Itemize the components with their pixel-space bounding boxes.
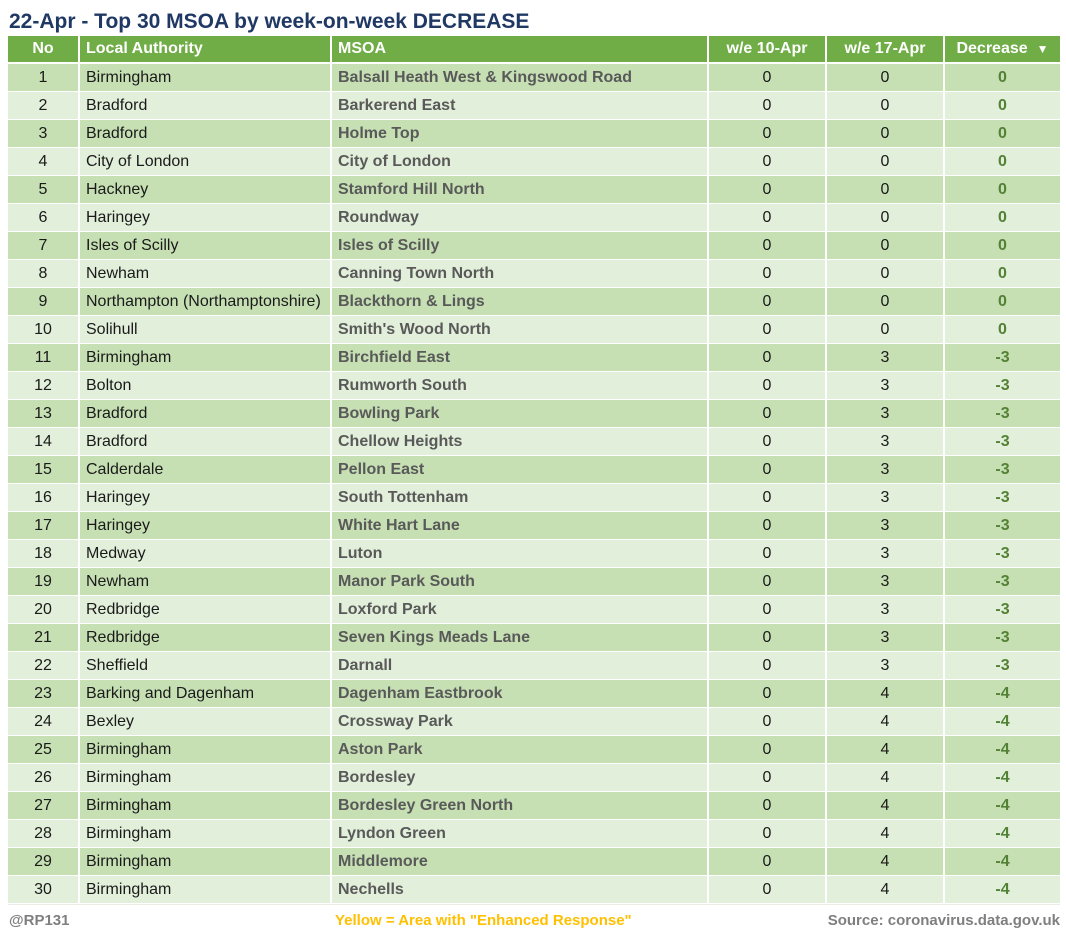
cell-decrease: 0 bbox=[945, 92, 1060, 119]
cell-we-17-apr: 4 bbox=[827, 764, 943, 791]
cell-msoa: Manor Park South bbox=[332, 568, 707, 595]
cell-we-17-apr: 3 bbox=[827, 428, 943, 455]
table-row bbox=[8, 372, 1060, 399]
table-row bbox=[8, 652, 1060, 679]
cell-msoa: Bordesley Green North bbox=[332, 792, 707, 819]
table-row bbox=[8, 792, 1060, 819]
cell-local-authority: Birmingham bbox=[80, 792, 330, 819]
cell-local-authority: Newham bbox=[80, 568, 330, 595]
cell-decrease: 0 bbox=[945, 316, 1060, 343]
cell-we-17-apr: 4 bbox=[827, 708, 943, 735]
cell-decrease: -3 bbox=[945, 624, 1060, 651]
cell-decrease: -3 bbox=[945, 484, 1060, 511]
cell-msoa: Barkerend East bbox=[332, 92, 707, 119]
table-row bbox=[8, 540, 1060, 567]
cell-msoa: Darnall bbox=[332, 652, 707, 679]
cell-msoa: Nechells bbox=[332, 876, 707, 903]
cell-decrease: -3 bbox=[945, 372, 1060, 399]
table-row bbox=[8, 120, 1060, 147]
cell-local-authority: Bradford bbox=[80, 428, 330, 455]
cell-no: 20 bbox=[8, 596, 78, 623]
cell-decrease: -3 bbox=[945, 512, 1060, 539]
table-row bbox=[8, 624, 1060, 651]
cell-no: 28 bbox=[8, 820, 78, 847]
cell-local-authority: Sheffield bbox=[80, 652, 330, 679]
cell-we-17-apr: 0 bbox=[827, 204, 943, 231]
source-note: Source: coronavirus.data.gov.uk bbox=[827, 912, 1060, 929]
cell-no: 29 bbox=[8, 848, 78, 875]
cell-decrease: -3 bbox=[945, 428, 1060, 455]
cell-we-10-apr: 0 bbox=[709, 316, 825, 343]
cell-no: 15 bbox=[8, 456, 78, 483]
cell-local-authority: Birmingham bbox=[80, 64, 330, 91]
credit-handle: @RP131 bbox=[9, 912, 70, 929]
cell-we-17-apr: 4 bbox=[827, 876, 943, 903]
table-row bbox=[8, 820, 1060, 847]
cell-decrease: -4 bbox=[945, 876, 1060, 903]
cell-decrease: -3 bbox=[945, 456, 1060, 483]
cell-we-17-apr: 3 bbox=[827, 568, 943, 595]
cell-local-authority: Birmingham bbox=[80, 344, 330, 371]
table-header-row bbox=[8, 36, 1060, 62]
footer bbox=[9, 912, 1060, 929]
cell-we-17-apr: 0 bbox=[827, 176, 943, 203]
cell-we-17-apr: 0 bbox=[827, 232, 943, 259]
cell-local-authority: Birmingham bbox=[80, 736, 330, 763]
cell-local-authority: Redbridge bbox=[80, 624, 330, 651]
cell-decrease: -4 bbox=[945, 792, 1060, 819]
cell-msoa: Canning Town North bbox=[332, 260, 707, 287]
sort-descending-icon[interactable]: ▼ bbox=[1036, 42, 1049, 56]
cell-we-10-apr: 0 bbox=[709, 372, 825, 399]
cell-local-authority: Haringey bbox=[80, 512, 330, 539]
cell-no: 10 bbox=[8, 316, 78, 343]
cell-no: 22 bbox=[8, 652, 78, 679]
cell-no: 5 bbox=[8, 176, 78, 203]
cell-we-10-apr: 0 bbox=[709, 596, 825, 623]
cell-msoa: Aston Park bbox=[332, 736, 707, 763]
cell-we-10-apr: 0 bbox=[709, 708, 825, 735]
cell-we-17-apr: 3 bbox=[827, 484, 943, 511]
cell-local-authority: Hackney bbox=[80, 176, 330, 203]
cell-local-authority: Birmingham bbox=[80, 848, 330, 875]
cell-local-authority: Birmingham bbox=[80, 876, 330, 903]
cell-we-10-apr: 0 bbox=[709, 876, 825, 903]
cell-decrease: -4 bbox=[945, 764, 1060, 791]
cell-local-authority: Redbridge bbox=[80, 596, 330, 623]
cell-msoa: South Tottenham bbox=[332, 484, 707, 511]
cell-local-authority: Northampton (Northamptonshire) bbox=[80, 288, 330, 315]
cell-we-10-apr: 0 bbox=[709, 260, 825, 287]
cell-no: 3 bbox=[8, 120, 78, 147]
cell-decrease: 0 bbox=[945, 288, 1060, 315]
cell-we-10-apr: 0 bbox=[709, 680, 825, 707]
cell-we-10-apr: 0 bbox=[709, 120, 825, 147]
cell-decrease: -4 bbox=[945, 680, 1060, 707]
cell-msoa: White Hart Lane bbox=[332, 512, 707, 539]
cell-we-10-apr: 0 bbox=[709, 736, 825, 763]
cell-no: 17 bbox=[8, 512, 78, 539]
cell-we-17-apr: 0 bbox=[827, 64, 943, 91]
cell-we-10-apr: 0 bbox=[709, 428, 825, 455]
cell-no: 7 bbox=[8, 232, 78, 259]
header-local-authority: Local Authority bbox=[80, 36, 330, 62]
cell-we-17-apr: 4 bbox=[827, 680, 943, 707]
table-row bbox=[8, 876, 1060, 903]
table-row bbox=[8, 848, 1060, 875]
cell-msoa: Loxford Park bbox=[332, 596, 707, 623]
cell-msoa: Stamford Hill North bbox=[332, 176, 707, 203]
cell-no: 8 bbox=[8, 260, 78, 287]
cell-local-authority: Birmingham bbox=[80, 764, 330, 791]
cell-decrease: -3 bbox=[945, 652, 1060, 679]
cell-msoa: Birchfield East bbox=[332, 344, 707, 371]
cell-no: 19 bbox=[8, 568, 78, 595]
cell-decrease: 0 bbox=[945, 148, 1060, 175]
cell-we-10-apr: 0 bbox=[709, 540, 825, 567]
header-msoa: MSOA bbox=[332, 36, 707, 62]
cell-no: 1 bbox=[8, 64, 78, 91]
cell-no: 12 bbox=[8, 372, 78, 399]
cell-we-17-apr: 4 bbox=[827, 820, 943, 847]
cell-decrease: 0 bbox=[945, 64, 1060, 91]
cell-decrease: 0 bbox=[945, 260, 1060, 287]
cell-decrease: -3 bbox=[945, 568, 1060, 595]
cell-no: 13 bbox=[8, 400, 78, 427]
table-row bbox=[8, 92, 1060, 119]
header-no: No bbox=[8, 36, 78, 62]
cell-we-17-apr: 3 bbox=[827, 456, 943, 483]
table-row bbox=[8, 736, 1060, 763]
cell-msoa: Balsall Heath West & Kingswood Road bbox=[332, 64, 707, 91]
cell-we-10-apr: 0 bbox=[709, 512, 825, 539]
cell-local-authority: Calderdale bbox=[80, 456, 330, 483]
table-row bbox=[8, 456, 1060, 483]
cell-msoa: Middlemore bbox=[332, 848, 707, 875]
cell-we-10-apr: 0 bbox=[709, 288, 825, 315]
cell-we-17-apr: 3 bbox=[827, 540, 943, 567]
table-row bbox=[8, 764, 1060, 791]
cell-msoa: Rumworth South bbox=[332, 372, 707, 399]
cell-we-17-apr: 0 bbox=[827, 92, 943, 119]
cell-we-10-apr: 0 bbox=[709, 456, 825, 483]
cell-we-17-apr: 3 bbox=[827, 372, 943, 399]
table-body bbox=[8, 64, 1060, 903]
cell-local-authority: Bradford bbox=[80, 400, 330, 427]
cell-we-10-apr: 0 bbox=[709, 792, 825, 819]
cell-no: 2 bbox=[8, 92, 78, 119]
cell-no: 30 bbox=[8, 876, 78, 903]
cell-we-17-apr: 3 bbox=[827, 624, 943, 651]
cell-we-10-apr: 0 bbox=[709, 204, 825, 231]
cell-we-17-apr: 0 bbox=[827, 148, 943, 175]
cell-we-10-apr: 0 bbox=[709, 400, 825, 427]
cell-decrease: -4 bbox=[945, 820, 1060, 847]
cell-local-authority: Newham bbox=[80, 260, 330, 287]
cell-local-authority: Bexley bbox=[80, 708, 330, 735]
cell-decrease: -3 bbox=[945, 596, 1060, 623]
cell-no: 6 bbox=[8, 204, 78, 231]
table-row bbox=[8, 260, 1060, 287]
cell-msoa: Isles of Scilly bbox=[332, 232, 707, 259]
table-row bbox=[8, 484, 1060, 511]
cell-decrease: -3 bbox=[945, 540, 1060, 567]
cell-we-17-apr: 4 bbox=[827, 848, 943, 875]
table-row bbox=[8, 400, 1060, 427]
cell-msoa: Seven Kings Meads Lane bbox=[332, 624, 707, 651]
cell-we-10-apr: 0 bbox=[709, 176, 825, 203]
cell-we-10-apr: 0 bbox=[709, 652, 825, 679]
table-row bbox=[8, 176, 1060, 203]
cell-we-10-apr: 0 bbox=[709, 484, 825, 511]
cell-local-authority: Isles of Scilly bbox=[80, 232, 330, 259]
cell-no: 24 bbox=[8, 708, 78, 735]
cell-we-10-apr: 0 bbox=[709, 848, 825, 875]
cell-no: 21 bbox=[8, 624, 78, 651]
cell-decrease: 0 bbox=[945, 120, 1060, 147]
cell-local-authority: Solihull bbox=[80, 316, 330, 343]
cell-no: 14 bbox=[8, 428, 78, 455]
msoa-table bbox=[8, 36, 1060, 905]
table-row bbox=[8, 596, 1060, 623]
cell-no: 16 bbox=[8, 484, 78, 511]
cell-decrease: 0 bbox=[945, 232, 1060, 259]
cell-we-17-apr: 3 bbox=[827, 652, 943, 679]
cell-we-17-apr: 4 bbox=[827, 736, 943, 763]
cell-decrease: -3 bbox=[945, 344, 1060, 371]
cell-local-authority: Bolton bbox=[80, 372, 330, 399]
table-row bbox=[8, 708, 1060, 735]
table-row bbox=[8, 288, 1060, 315]
table-row bbox=[8, 316, 1060, 343]
table-row bbox=[8, 232, 1060, 259]
cell-local-authority: Haringey bbox=[80, 204, 330, 231]
cell-decrease: 0 bbox=[945, 204, 1060, 231]
cell-no: 26 bbox=[8, 764, 78, 791]
cell-we-17-apr: 0 bbox=[827, 260, 943, 287]
cell-no: 18 bbox=[8, 540, 78, 567]
cell-no: 23 bbox=[8, 680, 78, 707]
cell-msoa: Lyndon Green bbox=[332, 820, 707, 847]
cell-we-10-apr: 0 bbox=[709, 92, 825, 119]
header-we-10-apr: w/e 10-Apr bbox=[709, 36, 825, 62]
table-row bbox=[8, 148, 1060, 175]
table-row bbox=[8, 680, 1060, 707]
cell-decrease: -4 bbox=[945, 848, 1060, 875]
header-decrease[interactable] bbox=[945, 36, 1060, 62]
cell-msoa: Smith's Wood North bbox=[332, 316, 707, 343]
cell-local-authority: Birmingham bbox=[80, 820, 330, 847]
cell-no: 25 bbox=[8, 736, 78, 763]
table-row bbox=[8, 568, 1060, 595]
cell-local-authority: Bradford bbox=[80, 120, 330, 147]
cell-no: 9 bbox=[8, 288, 78, 315]
cell-msoa: Bordesley bbox=[332, 764, 707, 791]
cell-we-17-apr: 0 bbox=[827, 316, 943, 343]
cell-we-17-apr: 3 bbox=[827, 400, 943, 427]
cell-msoa: Holme Top bbox=[332, 120, 707, 147]
cell-we-17-apr: 3 bbox=[827, 512, 943, 539]
cell-we-10-apr: 0 bbox=[709, 64, 825, 91]
cell-local-authority: Barking and Dagenham bbox=[80, 680, 330, 707]
cell-we-17-apr: 0 bbox=[827, 120, 943, 147]
cell-msoa: Chellow Heights bbox=[332, 428, 707, 455]
page-title: 22-Apr - Top 30 MSOA by week-on-week DECREASE bbox=[9, 10, 530, 33]
cell-local-authority: Bradford bbox=[80, 92, 330, 119]
cell-msoa: Bowling Park bbox=[332, 400, 707, 427]
cell-decrease: -3 bbox=[945, 400, 1060, 427]
table-row bbox=[8, 204, 1060, 231]
cell-msoa: City of London bbox=[332, 148, 707, 175]
cell-no: 27 bbox=[8, 792, 78, 819]
cell-we-10-apr: 0 bbox=[709, 148, 825, 175]
table-row bbox=[8, 344, 1060, 371]
legend-note: Yellow = Area with "Enhanced Response" bbox=[335, 912, 632, 929]
cell-we-10-apr: 0 bbox=[709, 764, 825, 791]
table-row bbox=[8, 428, 1060, 455]
cell-we-10-apr: 0 bbox=[709, 232, 825, 259]
header-we-17-apr: w/e 17-Apr bbox=[827, 36, 943, 62]
cell-decrease: 0 bbox=[945, 176, 1060, 203]
cell-we-17-apr: 3 bbox=[827, 344, 943, 371]
cell-local-authority: Haringey bbox=[80, 484, 330, 511]
cell-msoa: Pellon East bbox=[332, 456, 707, 483]
cell-no: 11 bbox=[8, 344, 78, 371]
cell-we-17-apr: 4 bbox=[827, 792, 943, 819]
cell-msoa: Roundway bbox=[332, 204, 707, 231]
cell-decrease: -4 bbox=[945, 708, 1060, 735]
cell-we-10-apr: 0 bbox=[709, 624, 825, 651]
cell-msoa: Crossway Park bbox=[332, 708, 707, 735]
table-row bbox=[8, 512, 1060, 539]
header-decrease-label: Decrease bbox=[956, 40, 1028, 57]
cell-no: 4 bbox=[8, 148, 78, 175]
cell-we-17-apr: 0 bbox=[827, 288, 943, 315]
cell-we-10-apr: 0 bbox=[709, 568, 825, 595]
cell-we-10-apr: 0 bbox=[709, 820, 825, 847]
cell-decrease: -4 bbox=[945, 736, 1060, 763]
cell-local-authority: City of London bbox=[80, 148, 330, 175]
cell-msoa: Blackthorn & Lings bbox=[332, 288, 707, 315]
table-row bbox=[8, 64, 1060, 91]
cell-msoa: Luton bbox=[332, 540, 707, 567]
cell-msoa: Dagenham Eastbrook bbox=[332, 680, 707, 707]
cell-we-10-apr: 0 bbox=[709, 344, 825, 371]
cell-we-17-apr: 3 bbox=[827, 596, 943, 623]
cell-local-authority: Medway bbox=[80, 540, 330, 567]
